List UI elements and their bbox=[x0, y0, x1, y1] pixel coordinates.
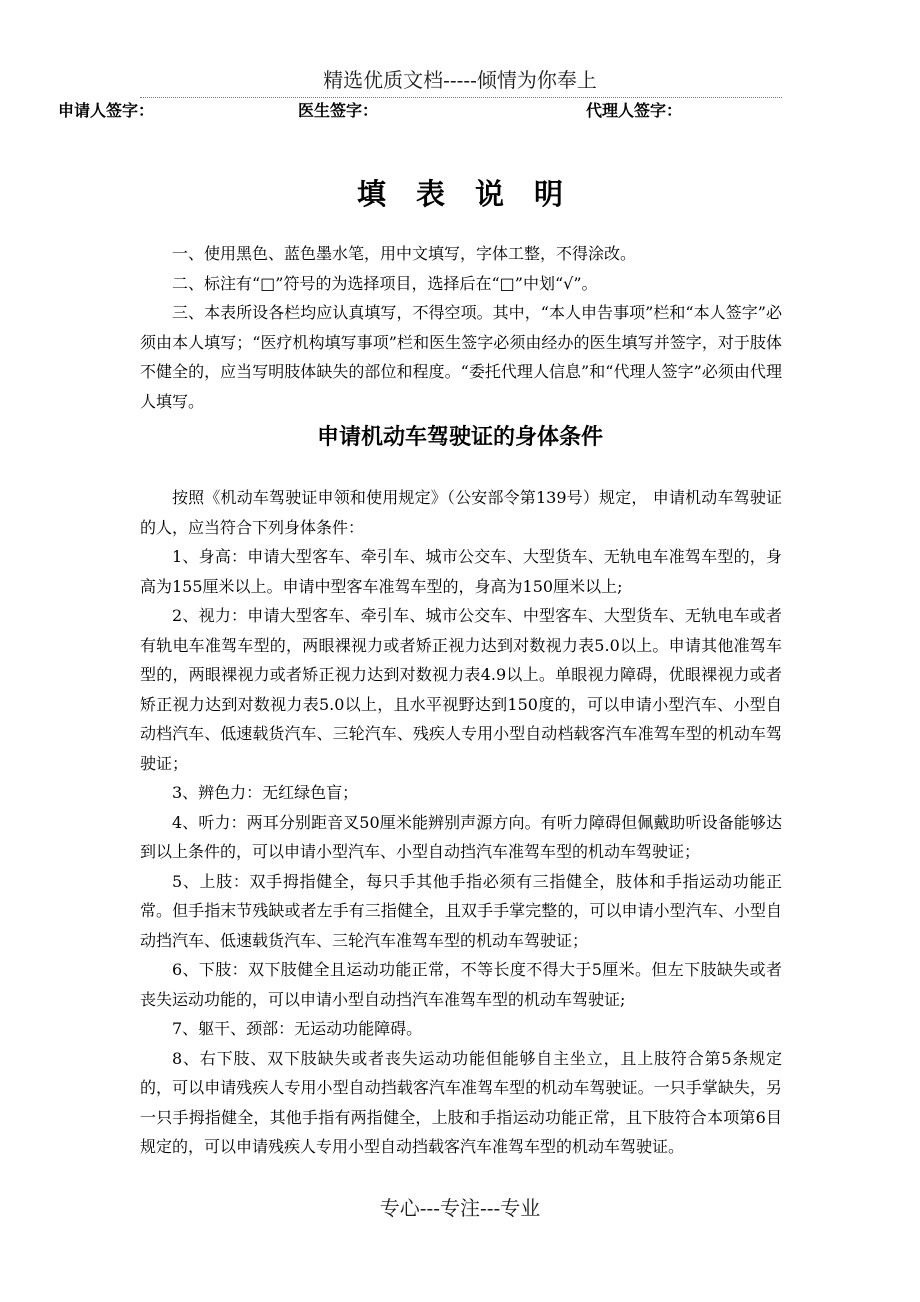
applicant-signature-label: 申请人签字： bbox=[58, 101, 155, 120]
instructions-title: 填表说明 bbox=[356, 177, 593, 211]
condition-disabled-drivers: 8、右下肢、双下肢缺失或者丧失运动功能但能够自主坐立，且上肢符合第5条规定的，可以申请残疾人专用小型自动挡载客汽车准驾车型的机动车驾驶证。一只手掌缺失，另一只手拇指健全，其他手指有两指健全，上肢和手指运动功能正常，且下肢符合本项第6目规定的，可以申请残疾人专用小型自动挡载客汽车准驾车型的机动车驾驶证。 bbox=[140, 1048, 782, 1156]
condition-color-vision: 3、辨色力：无红绿色盲； bbox=[172, 783, 359, 802]
condition-height: 1、身高：申请大型客车、牵引车、城市公交车、大型货车、无轨电车准驾车型的，身高为155厘米以上。申请中型客车准驾车型的，身高为150厘米以上; bbox=[140, 547, 782, 596]
instruction-paragraph-1: 一、使用黑色、蓝色墨水笔，用中文填写，字体工整，不得涂改。 bbox=[172, 244, 637, 263]
agent-signature-label: 代理人签字： bbox=[586, 101, 683, 120]
condition-lower-limbs: 6、下肢：双下肢健全且运动功能正常，不等长度不得大于5厘米。但左下肢缺失或者丧失运动功能的，可以申请小型自动挡汽车准驾车型的机动车驾驶证; bbox=[140, 960, 782, 1009]
condition-vision: 2、视力：申请大型客车、牵引车、城市公交车、中型客车、大型货车、无轨电车或者有轨电车准驾车型的，两眼裸视力或者矫正视力达到对数视力表5.0以上。申请其他准驾车型的，两眼裸视力或者矫正视力达到对数视力表4.9以上。单眼视力障碍，优眼裸视力或者矫正视力达到对数视力表5.0以上，且水平视野达到150度的，可以申请小型汽车、小型自动档汽车、低速载货汽车、三轮汽车、残疾人专用小型自动档载客汽车准驾车型的机动车驾驶证； bbox=[140, 606, 782, 773]
conditions-section bbox=[140, 483, 782, 1162]
header-watermark: 精选优质文档-----倾情为你奉上 bbox=[323, 68, 597, 92]
instruction-paragraph-3: 三、本表所设各栏均应认真填写，不得空项。其中，“本人申告事项”栏和“本人签字”必须由本人填写；“医疗机构填写事项”栏和医生签字必须由经办的医生填写并签字，对于肢体不健全的，应当写明肢体缺失的部位和程度。“委托代理人信息”和“代理人签字”必须由代理人填写。 bbox=[140, 303, 782, 411]
condition-hearing: 4、听力：两耳分别距音叉50厘米能辨别声源方向。有听力障碍但佩戴助听设备能够达到以上条件的，可以申请小型汽车、小型自动挡汽车准驾车型的机动车驾驶证； bbox=[140, 812, 782, 861]
condition-trunk-neck: 7、躯干、颈部：无运动功能障碍。 bbox=[172, 1019, 423, 1038]
instruction-paragraph-2: 二、标注有“□”符号的为选择项目，选择后在“□”中划“√”。 bbox=[172, 273, 598, 293]
conditions-title: 申请机动车驾驶证的身体条件 bbox=[316, 425, 603, 450]
conditions-intro: 按照《机动车驾驶证申领和使用规定》（公安部令第139号）规定， 申请机动车驾驶证的人，应当符合下列身体条件： bbox=[140, 488, 782, 537]
footer-watermark: 专心---专注---专业 bbox=[379, 1196, 541, 1220]
header-divider bbox=[140, 97, 782, 98]
condition-upper-limbs: 5、上肢：双手拇指健全，每只手其他手指必须有三指健全，肢体和手指运动功能正常。但手指末节残缺或者左手有三指健全，且双手手掌完整的，可以申请小型汽车、小型自动挡汽车、低速载货汽车、三轮汽车准驾车型的机动车驾驶证； bbox=[140, 871, 782, 950]
instructions-section bbox=[140, 239, 782, 416]
doctor-signature-label: 医生签字： bbox=[298, 101, 379, 120]
